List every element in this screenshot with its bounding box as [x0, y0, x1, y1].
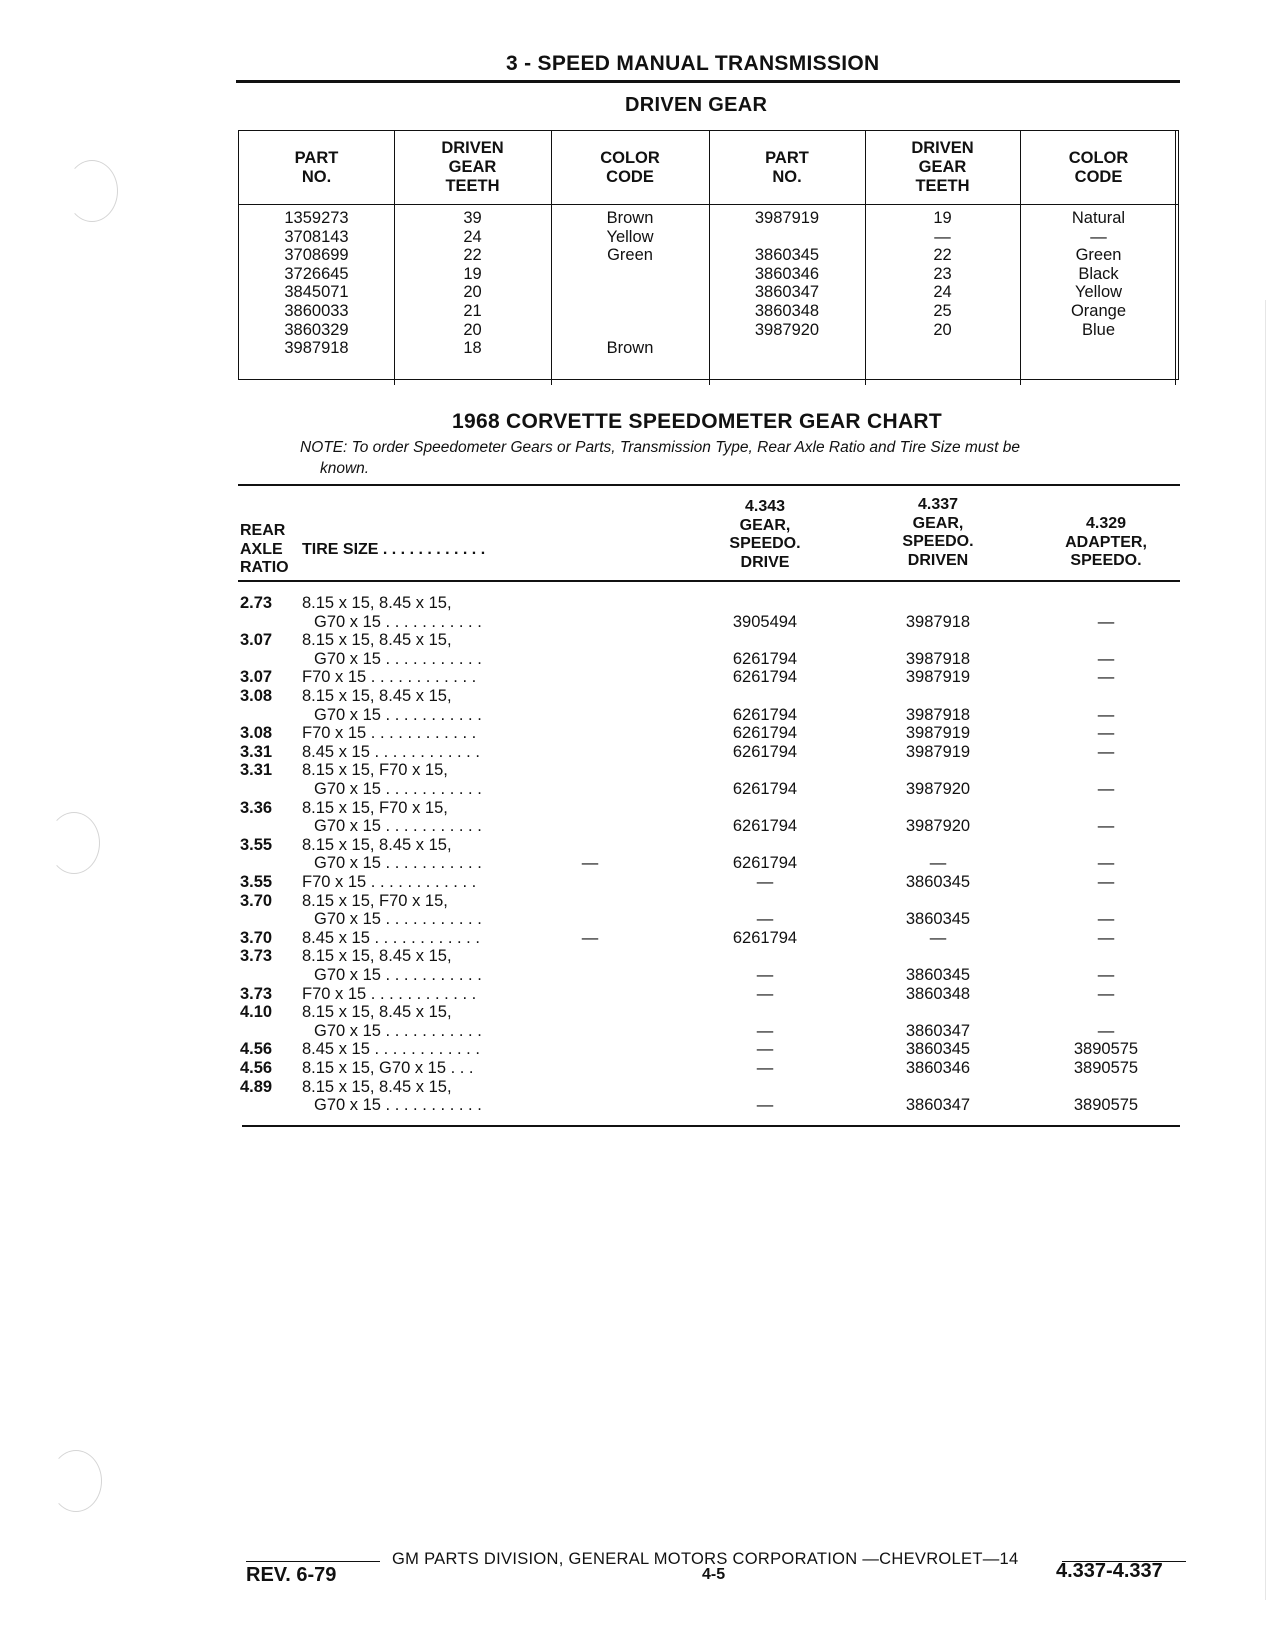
- part-number-cell: 3860346: [754, 264, 820, 283]
- table-title: DRIVEN GEAR: [625, 94, 768, 116]
- tire-size-cell: F70 x 15 . . . . . . . . . . . .: [302, 724, 477, 743]
- gear-teeth-cell: 20: [463, 283, 482, 302]
- gear-teeth-cell: 19: [463, 264, 482, 283]
- speedo-drive-gear-cell: —: [756, 1040, 774, 1059]
- speedo-driven-gear-cell: —: [929, 854, 947, 873]
- speedo-driven-gear-cell: 3860348: [905, 984, 971, 1003]
- speedo-drive-gear-cell: 6261794: [732, 928, 798, 947]
- table-row: [0, 724, 1280, 743]
- chart-title: 1968 CORVETTE SPEEDOMETER GEAR CHART: [452, 410, 943, 433]
- speedo-drive-gear-cell: —: [756, 1059, 774, 1077]
- right-color-column: [1020, 209, 1177, 339]
- rear-axle-ratio-cell: 3.70: [240, 891, 273, 910]
- speedo-driven-gear-cell: 3860345: [905, 910, 971, 929]
- gear-teeth-cell: 19: [933, 209, 952, 227]
- tire-size-cell: G70 x 15 . . . . . . . . . . .: [314, 1021, 482, 1040]
- punch-hole-mark: [50, 1450, 102, 1512]
- rear-axle-ratio-cell: 3.31: [240, 761, 273, 780]
- tire-size-cell: G70 x 15 . . . . . . . . . . .: [314, 1096, 482, 1115]
- speedo-drive-gear-cell: 6261794: [732, 779, 798, 798]
- note-line-2: known.: [320, 460, 370, 477]
- speedo-adapter-cell: —: [1097, 724, 1115, 743]
- speedo-drive-gear-cell: —: [756, 1021, 774, 1040]
- tire-size-cell: 8.15 x 15, 8.45 x 15,: [302, 594, 452, 612]
- header-speedo-driven: 4.337 GEAR, SPEEDO. DRIVEN: [902, 496, 974, 569]
- speedo-drive-gear-cell: 6261794: [732, 724, 798, 743]
- order-note: [300, 437, 1180, 479]
- left-part-no-column: [239, 209, 394, 358]
- rear-axle-ratio-cell: 3.08: [240, 687, 273, 705]
- gear-teeth-cell: 22: [933, 246, 952, 265]
- color-code-cell: Orange: [1070, 301, 1127, 320]
- footer-publisher: GM PARTS DIVISION, GENERAL MOTORS CORPORATION —CHEVROLET—14: [392, 1550, 1019, 1568]
- color-code-cell: Green: [607, 246, 653, 265]
- gear-teeth-cell: 21: [463, 301, 482, 320]
- header-color-code: COLOR CODE: [600, 148, 660, 186]
- color-code-cell: Yellow: [1074, 283, 1123, 302]
- part-number-cell: 3708699: [284, 246, 349, 265]
- header-tire-size: TIRE SIZE . . . . . . . . . . . .: [302, 541, 486, 558]
- header-bottom-rule: [238, 580, 1180, 582]
- tire-size-cell: G70 x 15 . . . . . . . . . . .: [314, 779, 482, 798]
- note-line-1: NOTE: To order Speedometer Gears or Parts, Transmission Type, Rear Axle Ratio and Tire Size must be: [300, 439, 1021, 456]
- color-code-cell: [551, 283, 709, 302]
- part-number-cell: 3860345: [754, 246, 820, 265]
- right-teeth-column: [865, 209, 1020, 339]
- left-color-column: [551, 209, 709, 358]
- gear-teeth-cell: —: [934, 227, 951, 246]
- speedo-adapter-cell: —: [1097, 649, 1115, 668]
- tire-size-cell: 8.15 x 15, F70 x 15,: [302, 798, 448, 817]
- table-row: [0, 1040, 1280, 1059]
- speedo-driven-gear-cell: 3860347: [905, 1021, 971, 1040]
- speedo-adapter-cell: 3890575: [1073, 1040, 1139, 1059]
- tire-size-cell: F70 x 15 . . . . . . . . . . . .: [302, 668, 477, 687]
- speedo-drive-gear-cell: —: [756, 984, 774, 1003]
- rear-axle-ratio-cell: 3.73: [240, 984, 273, 1003]
- rear-axle-ratio-cell: 4.10: [240, 1003, 273, 1022]
- speedo-drive-gear-cell: 3905494: [732, 612, 798, 631]
- table-row: [0, 873, 1280, 892]
- color-code-cell: [551, 265, 709, 284]
- table-row: [0, 947, 1280, 984]
- header-part-no: PART NO.: [294, 148, 339, 186]
- table-row: [0, 1078, 1280, 1115]
- part-number-cell: 3987918: [284, 339, 349, 358]
- gear-teeth-cell: 22: [463, 246, 482, 265]
- speedo-driven-gear-cell: 3987918: [905, 705, 971, 724]
- speedo-drive-gear-cell: 6261794: [732, 705, 798, 724]
- tire-size-cell: 8.15 x 15, 8.45 x 15,: [302, 835, 452, 854]
- color-code-cell: Brown: [606, 339, 654, 358]
- part-number-cell: [709, 228, 865, 247]
- speedo-drive-gear-cell: 6261794: [732, 649, 798, 668]
- header-adapter-speedo: 4.329 ADAPTER, SPEEDO.: [1065, 515, 1147, 569]
- speedo-driven-gear-cell: 3860345: [905, 873, 971, 891]
- speedo-driven-gear-cell: 3860346: [905, 1059, 971, 1077]
- speedo-drive-gear-cell: 6261794: [732, 854, 798, 873]
- driven-gear-table: [238, 130, 1179, 380]
- speedo-adapter-cell: —: [1097, 668, 1115, 687]
- tire-size-cell: G70 x 15 . . . . . . . . . . .: [314, 854, 482, 873]
- gear-teeth-cell: 25: [933, 301, 952, 320]
- speedo-adapter-cell: 3890575: [1073, 1059, 1139, 1077]
- speedo-driven-gear-cell: 3987920: [905, 817, 971, 836]
- blank-dash-cell: —: [581, 928, 599, 947]
- color-code-cell: Black: [1078, 264, 1119, 283]
- speedo-adapter-cell: —: [1097, 873, 1115, 891]
- section-title: 3 - SPEED MANUAL TRANSMISSION: [506, 52, 880, 75]
- tire-size-cell: 8.45 x 15 . . . . . . . . . . . .: [302, 742, 480, 761]
- gear-teeth-cell: 24: [933, 283, 952, 302]
- revision-label: REV. 6-79: [246, 1564, 337, 1586]
- speedo-driven-gear-cell: 3987919: [905, 724, 971, 743]
- rear-axle-ratio-cell: 3.55: [240, 835, 273, 854]
- part-number-cell: 3726645: [284, 264, 349, 283]
- speedo-driven-gear-cell: —: [929, 928, 947, 947]
- color-code-cell: [551, 321, 709, 340]
- speedo-driven-gear-cell: 3987919: [905, 742, 971, 761]
- blank-dash-cell: —: [581, 854, 599, 873]
- rear-axle-ratio-cell: 3.55: [240, 873, 273, 891]
- table-row: [0, 594, 1280, 631]
- speedo-adapter-cell: —: [1097, 742, 1115, 761]
- rear-axle-ratio-cell: 3.07: [240, 631, 273, 650]
- speedo-adapter-cell: —: [1097, 854, 1115, 873]
- part-number-cell: 3860347: [754, 283, 820, 302]
- speedo-adapter-cell: —: [1097, 910, 1115, 929]
- speedo-adapter-cell: —: [1097, 965, 1115, 984]
- rear-axle-ratio-cell: 4.89: [240, 1077, 273, 1096]
- rear-axle-ratio-cell: 3.36: [240, 798, 273, 817]
- tire-size-cell: 8.15 x 15, G70 x 15 . . .: [302, 1059, 474, 1077]
- chart-bottom-rule: [242, 1125, 1180, 1127]
- header-color-code: COLOR CODE: [1068, 148, 1129, 186]
- part-number-cell: 3708143: [284, 227, 349, 246]
- speedo-driven-gear-cell: 3860345: [905, 965, 971, 984]
- tire-size-cell: 8.15 x 15, 8.45 x 15,: [302, 687, 452, 705]
- chart-top-rule: [238, 484, 1180, 486]
- rear-axle-ratio-cell: 3.07: [240, 668, 273, 687]
- tire-size-cell: G70 x 15 . . . . . . . . . . .: [314, 705, 482, 724]
- part-number-cell: 3845071: [284, 283, 349, 302]
- tire-size-cell: G70 x 15 . . . . . . . . . . .: [314, 965, 482, 984]
- rear-axle-ratio-cell: 2.73: [240, 594, 273, 612]
- table-row: [0, 929, 1280, 948]
- tire-size-cell: G70 x 15 . . . . . . . . . . .: [314, 612, 482, 631]
- tire-size-cell: 8.15 x 15, 8.45 x 15,: [302, 1003, 452, 1022]
- group-code: 4.337-4.337: [1056, 1560, 1163, 1582]
- table-row: [0, 1059, 1280, 1078]
- speedo-adapter-cell: —: [1097, 984, 1115, 1003]
- speedo-driven-gear-cell: 3860347: [905, 1096, 971, 1115]
- speedo-drive-gear-cell: —: [756, 1096, 774, 1115]
- table-row: [0, 1003, 1280, 1040]
- table-row: [0, 892, 1280, 929]
- speedo-driven-gear-cell: 3860345: [905, 1040, 971, 1059]
- tire-size-cell: 8.45 x 15 . . . . . . . . . . . .: [302, 1040, 480, 1059]
- punch-hole-mark: [66, 160, 118, 222]
- tire-size-cell: G70 x 15 . . . . . . . . . . .: [314, 649, 482, 668]
- table-row: [0, 631, 1280, 668]
- speedo-driven-gear-cell: 3987920: [905, 779, 971, 798]
- rear-axle-ratio-cell: 3.73: [240, 947, 273, 966]
- speedo-adapter-cell: —: [1097, 612, 1115, 631]
- rear-axle-ratio-cell: 3.08: [240, 724, 273, 743]
- table-row: [0, 743, 1280, 762]
- table-row: [0, 668, 1280, 687]
- tire-size-cell: 8.15 x 15, F70 x 15,: [302, 891, 448, 910]
- speedo-drive-gear-cell: —: [756, 965, 774, 984]
- gear-teeth-cell: 39: [463, 209, 482, 227]
- header-teeth: DRIVEN GEAR TEETH: [911, 139, 974, 195]
- speedo-drive-gear-cell: 6261794: [732, 817, 798, 836]
- header-teeth: DRIVEN GEAR TEETH: [441, 139, 504, 195]
- speedo-adapter-cell: —: [1097, 705, 1115, 724]
- speedo-drive-gear-cell: 6261794: [732, 742, 798, 761]
- table-row: [0, 799, 1280, 836]
- page-number: 4-5: [702, 1566, 726, 1583]
- tire-size-cell: 8.45 x 15 . . . . . . . . . . . .: [302, 928, 480, 947]
- speedo-drive-gear-cell: —: [756, 910, 774, 929]
- header-part-no: PART NO.: [765, 148, 809, 186]
- footer-rule-left: [246, 1561, 380, 1562]
- left-teeth-column: [394, 209, 551, 358]
- tire-size-cell: 8.15 x 15, 8.45 x 15,: [302, 1077, 452, 1096]
- rear-axle-ratio-cell: 4.56: [240, 1059, 273, 1077]
- speedo-driven-gear-cell: 3987918: [905, 612, 971, 631]
- part-number-cell: 3987919: [754, 209, 820, 227]
- rear-axle-ratio-cell: 3.70: [240, 928, 273, 947]
- gear-teeth-cell: 20: [933, 320, 952, 339]
- color-code-cell: Brown: [606, 209, 654, 227]
- color-code-cell: Natural: [1071, 209, 1126, 227]
- tire-size-cell: F70 x 15 . . . . . . . . . . . .: [302, 873, 477, 891]
- right-part-no-column: [709, 209, 865, 339]
- color-code-cell: [551, 302, 709, 321]
- part-number-cell: 3860329: [284, 320, 349, 339]
- speedo-adapter-cell: —: [1097, 1021, 1115, 1040]
- rear-axle-ratio-cell: 4.56: [240, 1040, 273, 1059]
- speedo-drive-gear-cell: —: [756, 873, 774, 891]
- speedo-adapter-cell: —: [1097, 817, 1115, 836]
- color-code-cell: Blue: [1081, 320, 1116, 339]
- speedo-adapter-cell: —: [1097, 779, 1115, 798]
- color-code-cell: Green: [1075, 246, 1122, 265]
- section-title-rule: [236, 80, 1180, 83]
- table-row: [0, 985, 1280, 1004]
- gear-teeth-cell: 18: [463, 339, 482, 358]
- gear-teeth-cell: 23: [933, 264, 952, 283]
- tire-size-cell: G70 x 15 . . . . . . . . . . .: [314, 910, 482, 929]
- table-row: [0, 687, 1280, 724]
- speedo-adapter-cell: —: [1097, 928, 1115, 947]
- table-row: [0, 761, 1280, 798]
- tire-size-cell: G70 x 15 . . . . . . . . . . .: [314, 817, 482, 836]
- tire-size-cell: 8.15 x 15, F70 x 15,: [302, 761, 448, 780]
- part-number-cell: 3860348: [754, 301, 820, 320]
- part-number-cell: 3860033: [284, 301, 349, 320]
- rear-axle-ratio-cell: 3.31: [240, 742, 273, 761]
- speedo-driven-gear-cell: 3987919: [905, 668, 971, 687]
- header-rear-axle-ratio: REAR AXLE RATIO: [240, 522, 289, 576]
- tire-size-cell: 8.15 x 15, 8.45 x 15,: [302, 631, 452, 650]
- part-number-cell: 1359273: [284, 209, 349, 227]
- header-speedo-drive: 4.343 GEAR, SPEEDO. DRIVE: [729, 498, 801, 571]
- color-code-cell: —: [1090, 227, 1107, 246]
- color-code-cell: Yellow: [606, 227, 654, 246]
- gear-teeth-cell: 24: [463, 227, 482, 246]
- part-number-cell: 3987920: [754, 320, 820, 339]
- table-row: [0, 836, 1280, 873]
- speedo-adapter-cell: 3890575: [1073, 1096, 1139, 1115]
- tire-size-cell: 8.15 x 15, 8.45 x 15,: [302, 947, 452, 966]
- speedo-driven-gear-cell: 3987918: [905, 649, 971, 668]
- speedo-drive-gear-cell: 6261794: [732, 668, 798, 687]
- gear-teeth-cell: 20: [463, 320, 482, 339]
- tire-size-cell: F70 x 15 . . . . . . . . . . . .: [302, 984, 477, 1003]
